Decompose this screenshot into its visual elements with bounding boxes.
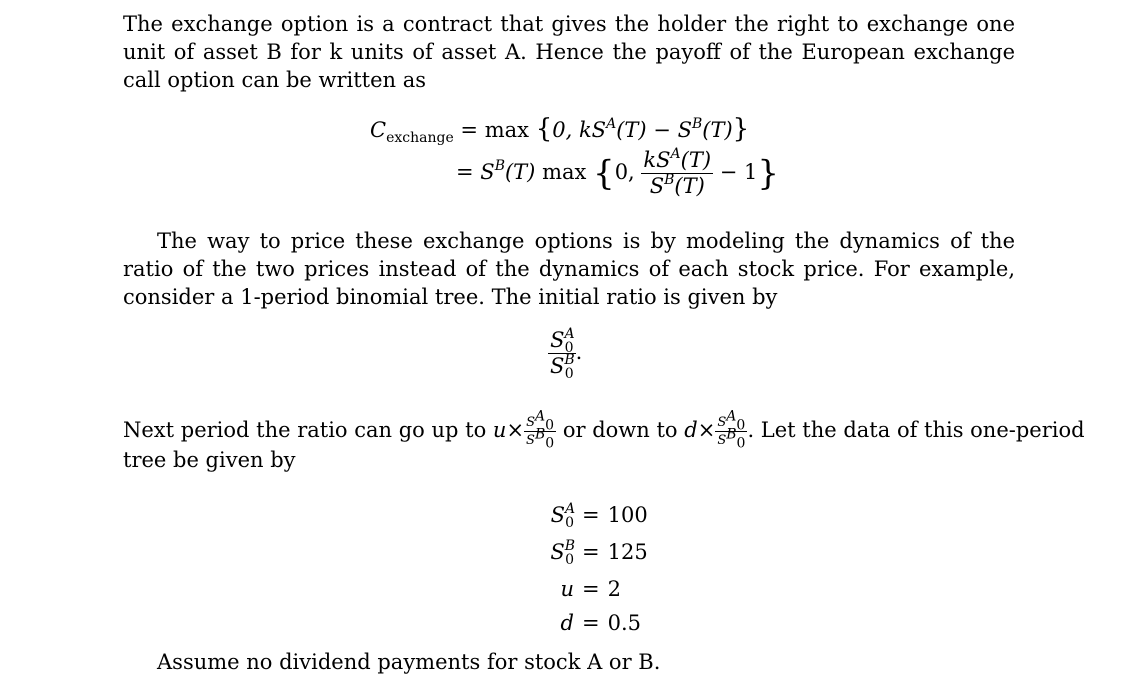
- ratio-fraction: $\frac{kS^A(T)}{S^B(T)}$: [643, 146, 712, 198]
- eq1-body-a: 0, k: [552, 118, 592, 142]
- data-row: [520, 606, 648, 640]
- data-row-variable: $S^A_0$: [550, 501, 576, 531]
- data-row-equals: =: [582, 503, 600, 527]
- paragraph-next-period-line1: Next period the ratio can go up to u× $\frac{S^A_0}{S^B_0}$ or down to d× $\frac{S^A_0}{S^B_0}$ . Let the data of this one-period: [123, 408, 1085, 452]
- max-operator: max: [542, 160, 587, 184]
- initial-ratio-fraction: $\frac{S^A_0}{S^B_0}$: [550, 326, 575, 382]
- c-symbol: C: [370, 118, 387, 142]
- data-row-value: 0.5: [607, 611, 642, 635]
- equation-line-2: = $S^B(T)$ max {0, $\frac{kS^A(T)}{S^B(T)}$ − 1}: [456, 146, 780, 198]
- inline-ratio-down: $\frac{S^A_0}{S^B_0}$: [717, 408, 746, 452]
- initial-ratio: [548, 326, 583, 382]
- paragraph-pricing: The way to price these exchange options is by modeling the dynamics of the ratio of the two prices instead of the dynamics of each stock price. For example, consider a 1-period binomial tree. The initial ratio is given by: [123, 229, 1015, 309]
- data-row-variable: u: [560, 577, 574, 601]
- c-subscript: exchange: [386, 130, 454, 146]
- minus-sign: −: [653, 118, 671, 142]
- data-row-variable: $S^B_0$: [550, 538, 576, 568]
- data-row: [520, 498, 648, 535]
- data-row: [520, 572, 648, 606]
- left-brace-large: {: [593, 153, 615, 194]
- data-row-equals: =: [582, 611, 600, 635]
- data-row-value: 125: [607, 540, 648, 564]
- data-row-value: 100: [607, 503, 648, 527]
- data-row-variable: d: [560, 611, 574, 635]
- right-brace: }: [732, 114, 750, 144]
- max-operator: max: [484, 118, 529, 142]
- ratio-period: .: [575, 340, 583, 364]
- equals-sign: =: [460, 118, 479, 142]
- data-row-equals: =: [582, 577, 600, 601]
- equation-line-1: $C_{exchange} = \max \{0$, $kS^A(T) - S^B(T)$}: [370, 114, 750, 146]
- paragraph-next-period-line2: tree be given by: [123, 448, 296, 472]
- right-brace-large: }: [757, 153, 780, 194]
- paragraph-no-dividends: Assume no dividend payments for stock A or B.: [157, 650, 661, 674]
- equals-sign: =: [456, 160, 474, 184]
- tree-data-table: [520, 498, 648, 640]
- data-row: [520, 535, 648, 572]
- data-row-equals: =: [582, 540, 600, 564]
- minus-one: − 1: [719, 160, 758, 184]
- inline-ratio-up: $\frac{S^A_0}{S^B_0}$: [526, 408, 555, 452]
- data-row-value: 2: [607, 577, 621, 601]
- left-brace: {: [535, 114, 553, 144]
- paragraph-intro: The exchange option is a contract that gives the holder the right to exchange one unit of asset B for k units of asset A. Hence the payoff of the European exchange call option can be written as: [123, 12, 1015, 92]
